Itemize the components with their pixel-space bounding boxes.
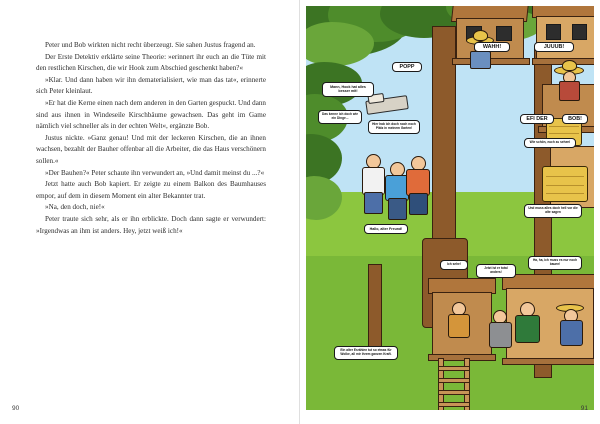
balloon-wahh: WAHH! (474, 42, 510, 52)
balloon-kenne-dinge: Das kenne ich doch wie ein Dinge... (318, 110, 362, 124)
character-worker-right (554, 62, 584, 104)
paragraph: Jetzt hatte auch Bob kapiert. Er zeigte zu einem Balkon des Baumhauses empor, auf dem in diesem Moment ein alter Bekannter trat. (36, 180, 266, 200)
paragraph: Peter traute sich sehr, als er ihn erblickte. Doch dann sagte er verwundert: »Irgendwas an ihm ist anders. Hey, jetzt weiß ich!« (36, 214, 266, 235)
ladder-rung (438, 366, 470, 371)
paragraph: »Er hat die Kerne einen nach dem anderen in den Garten gespuckt. Und dann sind aus ihnen in Windeseile Kirschbäume gewachsen. Das geht im Game nämlich viel schneller als in der echten Welt«, ergänzte Bob. (36, 98, 266, 131)
character-lower-right (556, 302, 586, 354)
balloon-nur-bauen: Ha, ha, ich muss es nur noch bauen! (528, 256, 582, 270)
paragraph: Justus nickte. »Ganz genau! Und mit der leckeren Kirschen, die an ihnen wachsen, bezahlt der Bauher offenbar all die Arbeiter, die das Haus verschönern sollen.« (36, 133, 266, 165)
window (496, 26, 512, 41)
tree-house-comic-panel (306, 6, 594, 410)
ladder-rung (438, 402, 470, 407)
balloon-hook-besser: Mann, Hook hat alles besser mit! (322, 82, 374, 97)
right-comic-page (300, 0, 600, 424)
page-number-right: 91 (580, 405, 588, 412)
balloon-bob: BOB! (562, 114, 588, 124)
balloon-efider: EFI DER (520, 114, 554, 124)
paragraph: »Klar. Und dann haben wir ihn dematerialisiert, wie man das tat«, erinnerte sich Peter kleinlaut. (36, 75, 266, 96)
balloon-platz-garten: Hier hab ich doch noch noch Plätz in meinem Garten! (368, 120, 420, 134)
balloon-schoen-euch: Wie schön, euch zu sehen! (524, 138, 576, 148)
balloon-juub: JUUUB! (534, 42, 574, 52)
ladder-rung (438, 378, 470, 383)
balcony-floor-lower-right (502, 358, 594, 365)
character-lower-green (512, 302, 542, 352)
paragraph: »Na, den doch, nie!« (45, 203, 105, 212)
character-lower-grey (486, 310, 514, 356)
paragraph: Peter und Bob wirkten nicht recht überzeugt. Sie sahen Justus fragend an. (45, 41, 256, 49)
paragraph: »Der Bauhen?« Peter schaute ihn verwundert an, »Und damit meinst du ...?« (45, 168, 265, 177)
window (546, 24, 561, 40)
tree-trunk-left (368, 264, 382, 358)
page-number-left: 90 (12, 405, 20, 412)
balloon-ich-sehe: Ich sehe! (440, 260, 468, 270)
balloon-erzaehlen-wolke: Ein alter Erzählen tut so etwas für Wolke, all mir ihrem ganzen Kraft. (334, 346, 398, 360)
window (572, 24, 587, 40)
ladder-rung (438, 390, 470, 395)
balloon-hallo-freund: Hallo, alter Freund! (364, 224, 408, 234)
character-bob (404, 156, 432, 226)
balloon-total-anders: Jetzt ist er total anders! (476, 264, 516, 278)
paragraph: Der Erste Detektiv erklärte seine Theorie: »erinnert ihr euch an die Tüte mit den restlichen Kirschen, die wir Hook zum Abschied geschenkt haben?« (36, 52, 266, 73)
balloon-popp: POPP (392, 62, 422, 72)
character-lower-left (446, 302, 472, 346)
balloon-alte-sagen: Und muss alles doch hell vor die alte sagen (524, 204, 582, 218)
story-text (36, 40, 266, 237)
hay-bale-mid (542, 166, 588, 202)
